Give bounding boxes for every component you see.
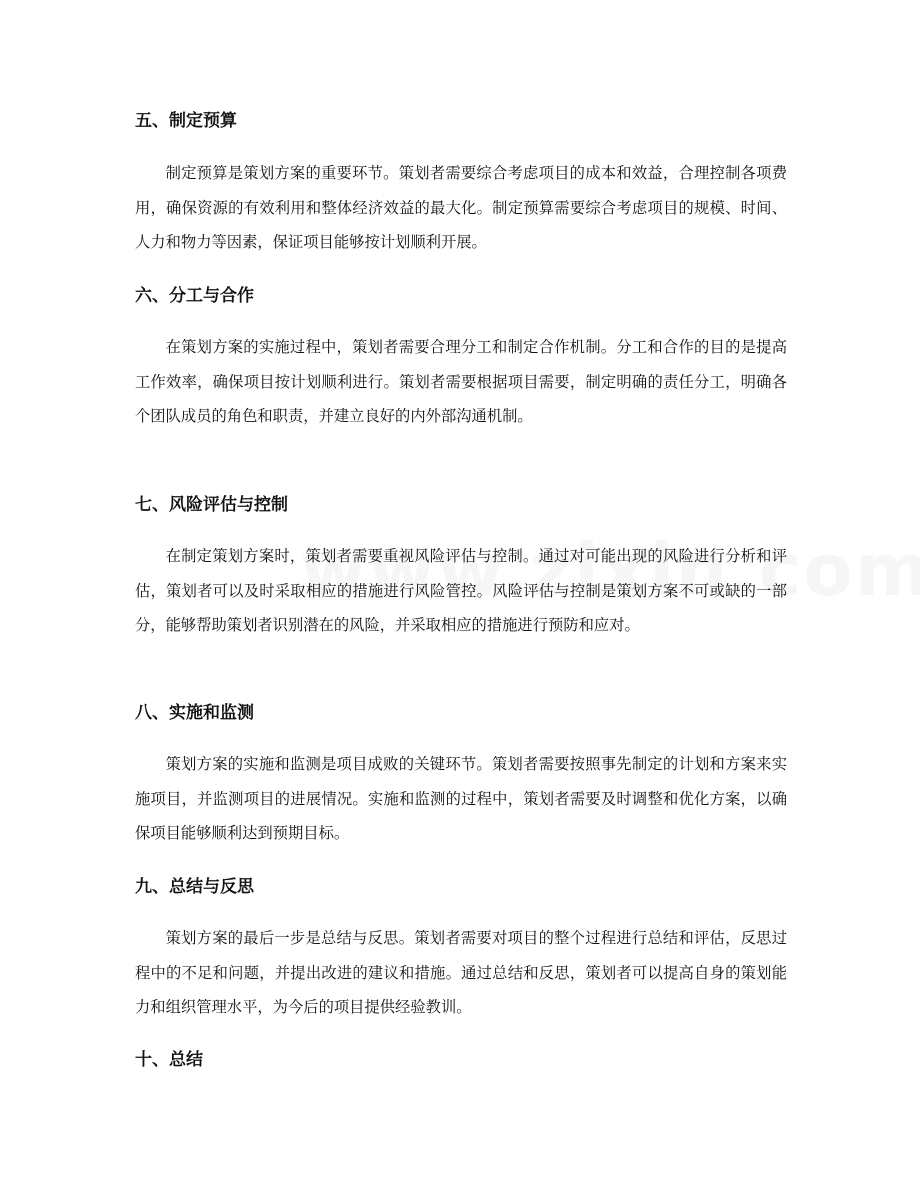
section-paragraph-summary-reflection: 策划方案的最后一步是总结与反思。策划者需要对项目的整个过程进行总结和评估，反思过程中的不足和问题，并提出改进的建议和措施。通过总结和反思，策划者可以提高自身的策划能力和组织管理水平，为今后的项目提供经验教训。 xyxy=(135,929,787,1017)
section-heading-implementation-monitoring: 八、实施和监测 xyxy=(135,703,254,723)
section-heading-summary-reflection: 九、总结与反思 xyxy=(135,877,254,897)
section-heading-division-cooperation: 六、分工与合作 xyxy=(135,286,254,306)
section-heading-conclusion: 十、总结 xyxy=(135,1050,203,1070)
section-paragraph-implementation-monitoring: 策划方案的实施和监测是项目成败的关键环节。策划者需要按照事先制定的计划和方案来实施项目，并监测项目的进展情况。实施和监测的过程中，策划者需要及时调整和优化方案，以确保项目能够顺利达到预期目标。 xyxy=(135,755,787,843)
section-paragraph-division-cooperation: 在策划方案的实施过程中，策划者需要合理分工和制定合作机制。分工和合作的目的是提高工作效率，确保项目按计划顺利进行。策划者需要根据项目需要，制定明确的责任分工，明确各个团队成员的角色和职责，并建立良好的内外部沟通机制。 xyxy=(135,338,787,426)
section-paragraph-risk-assessment: 在制定策划方案时，策划者需要重视风险评估与控制。通过对可能出现的风险进行分析和评估，策划者可以及时采取相应的措施进行风险管控。风险评估与控制是策划方案不可或缺的一部分，能够帮助策划者识别潜在的风险，并采取相应的措施进行预防和应对。 xyxy=(135,547,787,635)
section-heading-risk-assessment: 七、风险评估与控制 xyxy=(135,495,288,515)
section-heading-budget: 五、制定预算 xyxy=(135,111,237,131)
section-paragraph-budget: 制定预算是策划方案的重要环节。策划者需要综合考虑项目的成本和效益，合理控制各项费用，确保资源的有效利用和整体经济效益的最大化。制定预算需要综合考虑项目的规模、时间、人力和物力等因素，保证项目能够按计划顺利开展。 xyxy=(135,164,787,252)
